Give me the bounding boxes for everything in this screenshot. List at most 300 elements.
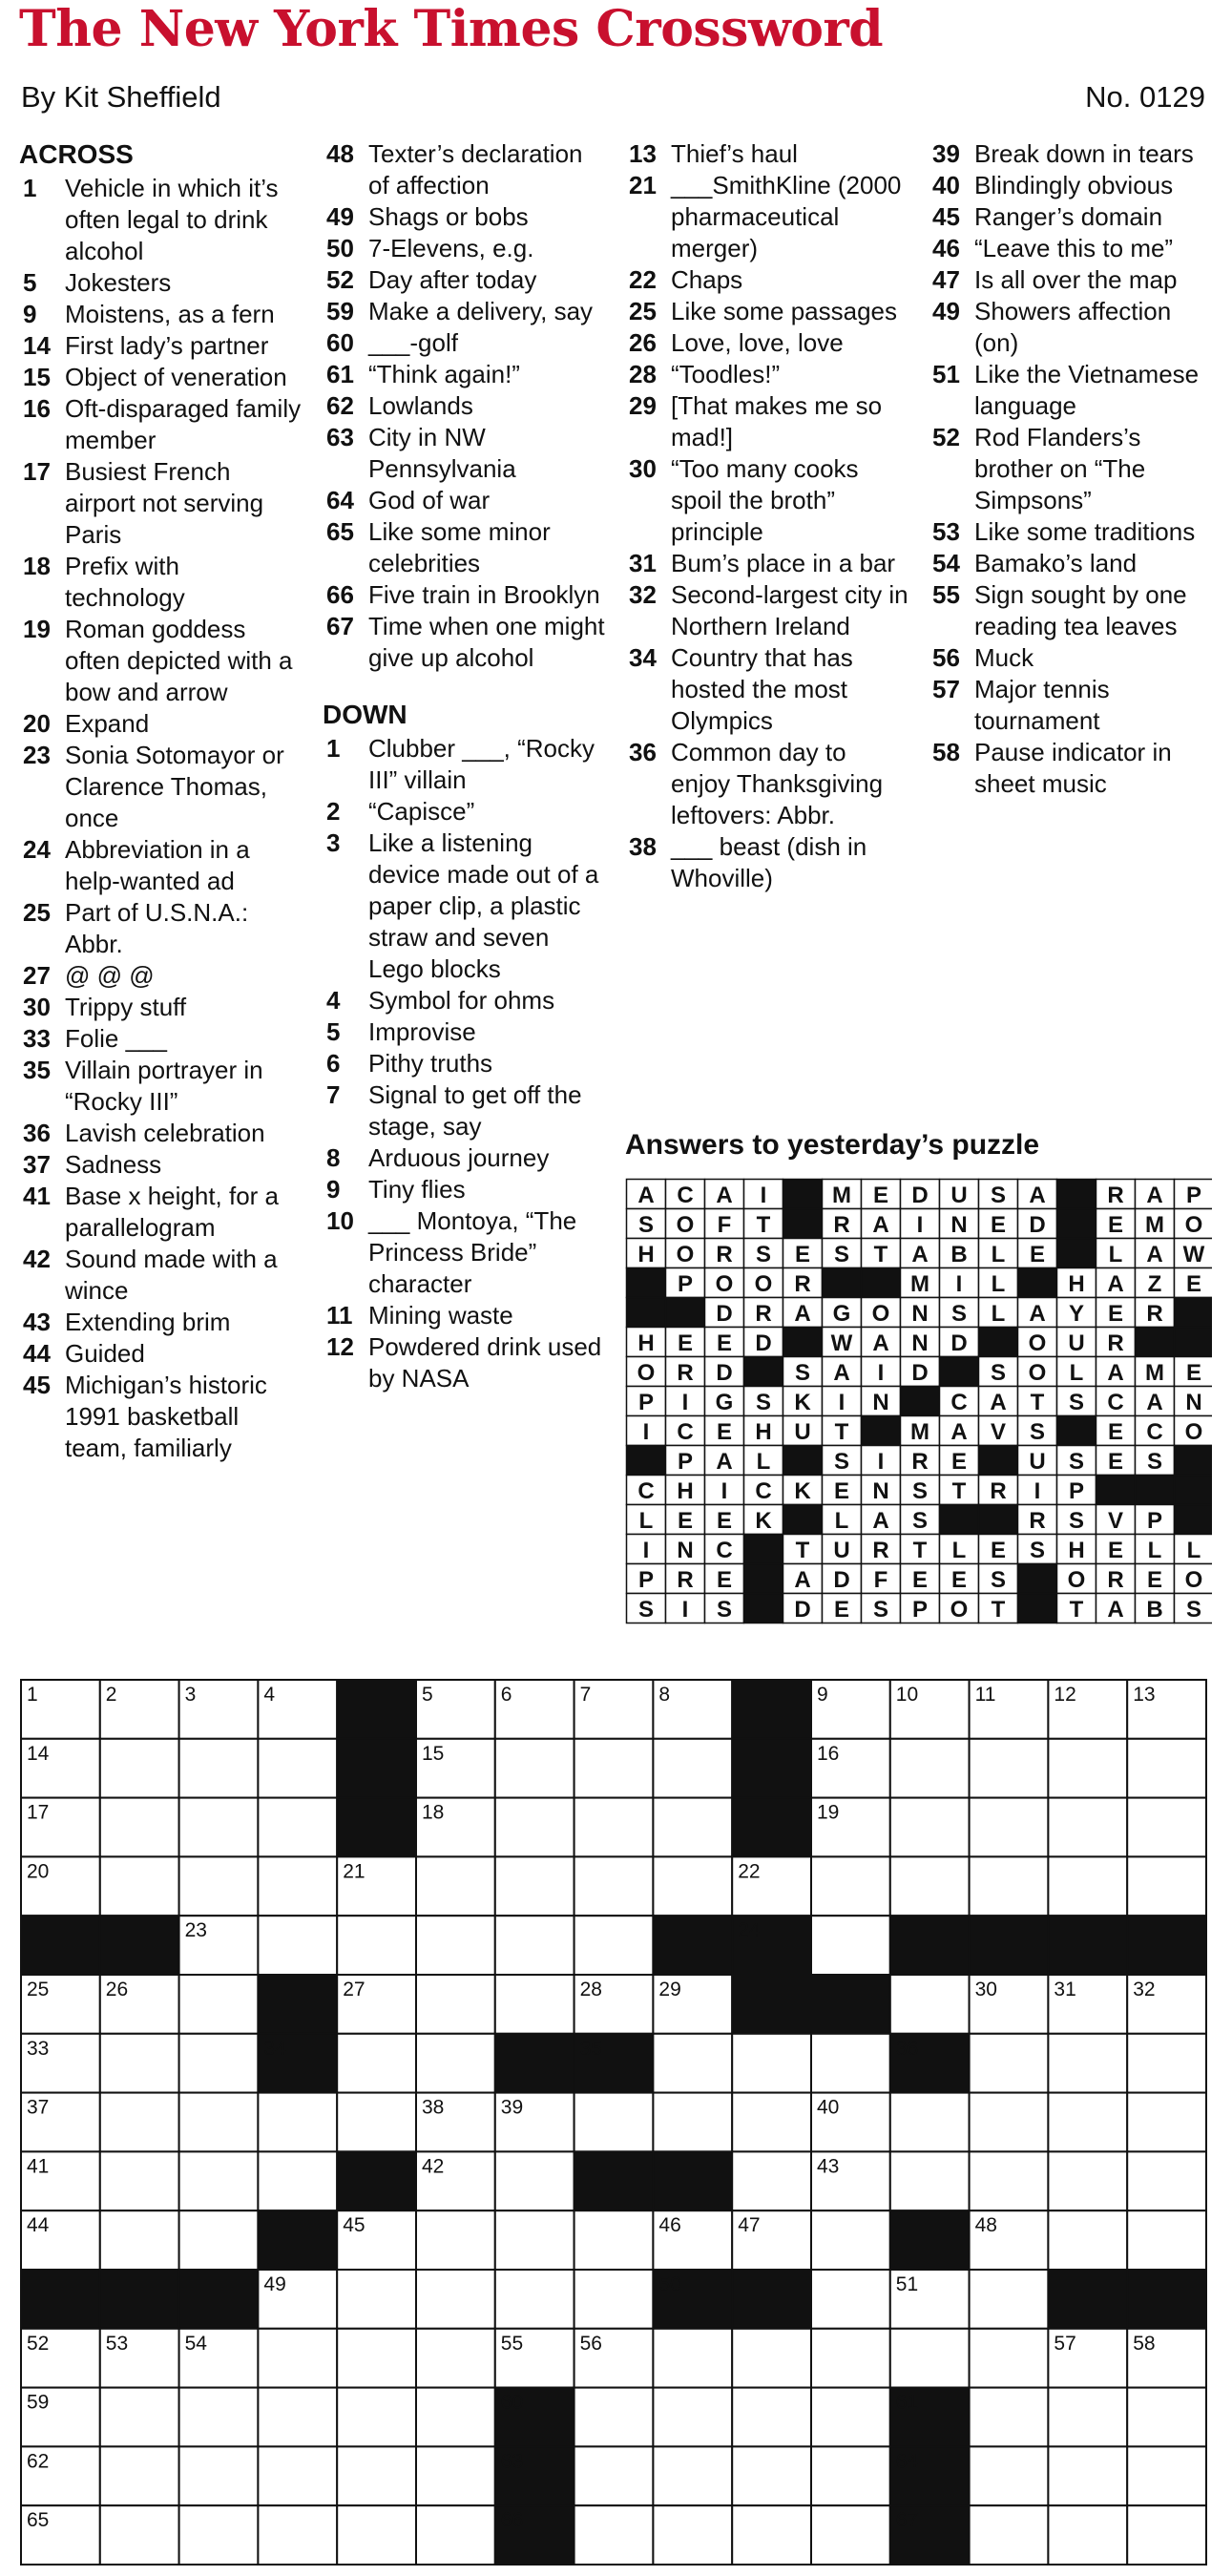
grid-cell: [890, 2151, 970, 2210]
clue-number: 65: [326, 517, 354, 546]
grid-cell: [574, 2270, 654, 2329]
clue-number: 18: [23, 552, 51, 580]
grid-cell: [179, 1856, 259, 1916]
black-square: [337, 1739, 416, 1798]
grid-cell: [732, 2329, 811, 2388]
cell-number: 16: [817, 1742, 840, 1765]
clue-text: Time when one might give up alcohol: [368, 612, 605, 672]
grid-cell: [100, 1856, 179, 1916]
cell-number: 42: [422, 2155, 445, 2178]
clue-number: 46: [932, 234, 960, 262]
answer-letter: T: [991, 1597, 1006, 1623]
grid-cell: [100, 2151, 179, 2210]
clue-item: [929, 642, 1215, 674]
cell-number: 39: [500, 2096, 524, 2119]
clue-text: Country that has hosted the most Olympics: [671, 643, 853, 735]
clue-item: [929, 548, 1215, 579]
grid-cell: [1048, 2151, 1127, 2210]
clue-number: 33: [23, 1024, 51, 1053]
cell-number: 44: [27, 2214, 50, 2237]
clue-text: Expand: [65, 709, 150, 738]
cell-number: 11: [974, 1684, 996, 1706]
answer-letter: E: [1107, 1212, 1124, 1238]
answer-letter: S: [990, 1360, 1007, 1386]
clue-text: Tiny flies: [368, 1175, 466, 1204]
answer-letter: C: [950, 1390, 968, 1415]
clue-number: 61: [326, 360, 354, 388]
black-square: [258, 2210, 337, 2270]
cell-number: 24: [738, 1919, 761, 1942]
clue-number: 30: [629, 454, 657, 483]
grid-cell: [495, 1975, 574, 2034]
clue-text: Bamako’s land: [974, 549, 1138, 577]
clue-item: [929, 674, 1215, 737]
answer-letter: H: [1068, 1271, 1085, 1297]
grid-cell: [179, 1798, 259, 1857]
cell-number: 20: [27, 1860, 50, 1883]
answer-letter: A: [1107, 1360, 1124, 1386]
answer-letter: E: [833, 1597, 850, 1623]
answer-letter: S: [911, 1478, 929, 1504]
clue-text: Is all over the map: [974, 265, 1178, 294]
grid-cell: [1127, 2505, 1206, 2565]
answers-title: Answers to yesterday’s puzzle: [625, 1129, 1040, 1161]
answer-black-square: [744, 1564, 783, 1594]
clue-item: [625, 327, 911, 359]
answer-letter: I: [955, 1271, 963, 1297]
answer-black-square: [1136, 1476, 1175, 1505]
clue-text: Make a delivery, say: [368, 297, 594, 325]
clue-text: Like some passages: [671, 297, 898, 325]
clue-text: Muck: [974, 643, 1034, 672]
clue-text: ___-golf: [368, 328, 458, 357]
clue-number: 40: [932, 171, 960, 199]
answer-letter: S: [637, 1597, 655, 1623]
clue-text: “Toodles!”: [671, 360, 781, 388]
cell-number: 7: [579, 1684, 592, 1706]
answer-letter: N: [677, 1538, 694, 1563]
clue-number: 39: [932, 139, 960, 168]
clue-number: 22: [629, 265, 657, 294]
answer-letter: Z: [1147, 1271, 1162, 1297]
answer-black-square: [1057, 1239, 1096, 1268]
clue-item: [19, 267, 305, 299]
answer-letter: M: [832, 1183, 851, 1208]
answer-letter: D: [833, 1567, 850, 1593]
grid-cell: [970, 2270, 1049, 2329]
cell-number: 43: [817, 2155, 840, 2178]
answer-letter: E: [1107, 1538, 1124, 1563]
clue-item: [625, 831, 911, 894]
answer-letter: D: [755, 1330, 772, 1356]
down-clues-list: [323, 733, 609, 1394]
answer-letter: K: [794, 1390, 811, 1415]
grid-cell: [1127, 2446, 1206, 2505]
cell-number: 48: [974, 2214, 997, 2237]
clue-number: 29: [629, 391, 657, 420]
answer-letter: S: [911, 1508, 929, 1534]
answer-letter: E: [1107, 1419, 1124, 1445]
clue-number: 48: [326, 139, 354, 168]
cell-number: 64: [895, 2450, 919, 2473]
clue-text: Part of U.S.N.A.: Abbr.: [65, 898, 249, 958]
grid-cell: [811, 2505, 890, 2565]
clue-number: 3: [326, 828, 341, 857]
clue-text: Roman goddess often depicted with a bow and arrow: [65, 615, 293, 706]
clue-text: City in NW Pennsylvania: [368, 423, 516, 483]
answer-black-square: [1018, 1564, 1057, 1594]
answer-letter: H: [677, 1478, 694, 1504]
grid-cell: [811, 2270, 890, 2329]
cell-number: 2: [105, 1684, 117, 1706]
clue-item: [19, 173, 305, 267]
answer-letter: U: [950, 1183, 968, 1208]
answer-letter: C: [1107, 1390, 1124, 1415]
answer-letter: V: [990, 1419, 1007, 1445]
cell-number: 17: [27, 1801, 50, 1824]
clue-text: Improvise: [368, 1017, 476, 1046]
grid-cell: [1048, 1739, 1127, 1798]
grid-cell: [179, 2388, 259, 2447]
answer-letter: M: [1145, 1360, 1164, 1386]
answer-letter: I: [642, 1419, 650, 1445]
answer-black-square: [783, 1328, 823, 1357]
clue-item: [929, 201, 1215, 233]
answer-letter: C: [755, 1478, 772, 1504]
answer-black-square: [744, 1357, 783, 1387]
answer-letter: R: [794, 1271, 811, 1297]
answer-letter: T: [1069, 1597, 1084, 1623]
answer-letter: E: [1146, 1567, 1163, 1593]
grid-cell: [495, 2270, 574, 2329]
black-square: [890, 2210, 970, 2270]
black-square: [970, 1916, 1049, 1975]
answer-letter: W: [1182, 1242, 1205, 1267]
answer-letter: A: [716, 1183, 733, 1208]
answer-black-square: [1096, 1476, 1136, 1505]
clue-text: Like a listening device made out of a paper clip, a plastic straw and seven Lego blocks: [368, 828, 599, 983]
answer-letter: B: [1146, 1597, 1163, 1623]
clue-item: [323, 1079, 609, 1142]
answer-letter: S: [1029, 1419, 1046, 1445]
clue-item: [19, 897, 305, 960]
answer-letter: A: [794, 1301, 811, 1327]
clue-item: [19, 362, 305, 393]
clue-text: Arduous journey: [368, 1143, 550, 1172]
grid-cell: [179, 1975, 259, 2034]
answer-letter: A: [637, 1183, 655, 1208]
clue-number: 57: [932, 675, 960, 703]
clue-text: Trippy stuff: [65, 993, 187, 1021]
grid-cell: [574, 2210, 654, 2270]
answer-black-square: [783, 1209, 823, 1239]
black-square: [1048, 1916, 1127, 1975]
answer-letter: E: [716, 1508, 733, 1534]
clue-number: 35: [23, 1056, 51, 1084]
answer-letter: L: [991, 1242, 1006, 1267]
cell-number: 47: [738, 2214, 761, 2237]
grid-cell: [337, 2270, 416, 2329]
grid-cell: [495, 1856, 574, 1916]
cell-number: 22: [738, 1860, 761, 1883]
black-square: [574, 2151, 654, 2210]
grid-cell: [179, 2210, 259, 2270]
black-square: [337, 1798, 416, 1857]
clue-number: 38: [629, 832, 657, 861]
clue-text: ___SmithKline (2000 pharmaceutical merger): [671, 171, 902, 262]
grid-cell: [337, 2093, 416, 2152]
answer-letter: F: [873, 1567, 888, 1593]
grid-cell: [258, 1856, 337, 1916]
clue-item: [929, 296, 1215, 359]
clue-item: [323, 327, 609, 359]
clue-text: Ranger’s domain: [974, 202, 1163, 231]
grid-cell: [416, 2388, 495, 2447]
clue-text: God of war: [368, 486, 491, 514]
grid-cell: [416, 2446, 495, 2505]
answer-letter: P: [677, 1449, 694, 1475]
cell-number: 26: [105, 1979, 129, 2000]
clue-item: [625, 359, 911, 390]
answer-letter: O: [871, 1301, 890, 1327]
clue-item: [323, 1174, 609, 1205]
clue-number: 56: [932, 643, 960, 672]
clue-text: Like the Vietnamese language: [974, 360, 1200, 420]
answer-letter: P: [637, 1567, 655, 1593]
clue-text: Chaps: [671, 265, 743, 294]
answer-letter: N: [872, 1390, 889, 1415]
clue-number: 24: [23, 835, 51, 864]
answer-black-square: [744, 1535, 783, 1564]
answer-letter: E: [990, 1538, 1007, 1563]
clue-text: Break down in tears: [974, 139, 1194, 168]
grid-cell: [258, 1916, 337, 1975]
answer-letter: R: [1107, 1330, 1124, 1356]
answer-letter: P: [677, 1271, 694, 1297]
answer-letter: O: [950, 1597, 969, 1623]
clue-item: [929, 737, 1215, 800]
clue-number: 30: [23, 993, 51, 1021]
cell-number: 10: [895, 1684, 919, 1706]
clue-text: Pause indicator in sheet music: [974, 738, 1172, 798]
answer-letter: R: [755, 1301, 772, 1327]
clue-text: “Leave this to me”: [974, 234, 1174, 262]
answer-letter: T: [1030, 1390, 1045, 1415]
clue-text: Sonia Sotomayor or Clarence Thomas, once: [65, 741, 284, 832]
answer-letter: A: [1146, 1390, 1163, 1415]
clue-item: [323, 1142, 609, 1174]
answer-letter: E: [833, 1478, 850, 1504]
answer-letter: U: [1029, 1449, 1046, 1475]
cell-number: 28: [579, 1979, 602, 2000]
grid-cell: [258, 2093, 337, 2152]
answer-black-square: [862, 1416, 901, 1446]
black-square: [1127, 2270, 1206, 2329]
grid-cell: [653, 2093, 732, 2152]
clue-number: 16: [23, 394, 51, 423]
answer-letter: O: [676, 1242, 695, 1267]
clue-number: 45: [23, 1371, 51, 1399]
clue-number: 52: [932, 423, 960, 451]
grid-cell: [574, 1856, 654, 1916]
black-square: [100, 2270, 179, 2329]
clue-text: Prefix with technology: [65, 552, 185, 612]
clue-item: [19, 1370, 305, 1464]
grid-cell: [653, 2446, 732, 2505]
clue-text: Thief’s haul: [671, 139, 798, 168]
cell-number: 38: [422, 2096, 445, 2119]
answer-letter: D: [911, 1360, 929, 1386]
clue-item: [19, 834, 305, 897]
black-square: [258, 1975, 337, 2034]
clue-number: 2: [326, 797, 341, 826]
clue-item: [323, 827, 609, 985]
cell-number: 27: [343, 1979, 365, 2000]
grid-cell: [1048, 1856, 1127, 1916]
answer-letter: S: [637, 1212, 655, 1238]
clue-item: [929, 138, 1215, 170]
clue-number: 5: [326, 1017, 341, 1046]
clue-item: [323, 422, 609, 485]
clue-text: Michigan’s historic 1991 basketball team, familiarly: [65, 1371, 267, 1462]
clue-number: 37: [23, 1150, 51, 1179]
clue-item: [625, 642, 911, 737]
grid-cell: [337, 2329, 416, 2388]
clue-number: 67: [326, 612, 354, 640]
clue-item: [323, 733, 609, 796]
clue-item: [19, 393, 305, 456]
cell-number: 67: [895, 2509, 919, 2532]
answer-letter: I: [720, 1478, 728, 1504]
clue-number: 9: [326, 1175, 341, 1204]
grid-cell: [1127, 2034, 1206, 2093]
grid-cell: [495, 1916, 574, 1975]
grid-cell: [100, 1798, 179, 1857]
answer-letter: R: [677, 1360, 694, 1386]
clue-number: 26: [629, 328, 657, 357]
cell-number: 12: [1054, 1684, 1076, 1706]
cell-number: 25: [27, 1979, 50, 2000]
answer-black-square: [783, 1180, 823, 1209]
clue-column-2: [323, 138, 609, 1394]
clue-number: 28: [629, 360, 657, 388]
clue-number: 5: [23, 268, 37, 297]
clue-text: Five train in Brooklyn: [368, 580, 600, 609]
clue-item: [19, 1149, 305, 1181]
clue-text: Shags or bobs: [368, 202, 529, 231]
clue-number: 36: [23, 1119, 51, 1147]
clue-item: [625, 579, 911, 642]
answer-letter: E: [950, 1449, 968, 1475]
answer-letter: A: [1146, 1242, 1163, 1267]
clue-item: [19, 1055, 305, 1118]
answer-letter: E: [1029, 1242, 1046, 1267]
clue-item: [19, 1023, 305, 1055]
grid-cell: [574, 2093, 654, 2152]
answer-letter: L: [834, 1508, 849, 1534]
clue-number: 55: [932, 580, 960, 609]
cell-number: 59: [27, 2391, 50, 2414]
grid-cell: [100, 2505, 179, 2565]
answer-letter: P: [911, 1597, 929, 1623]
answer-letter: H: [1068, 1538, 1085, 1563]
answer-letter: L: [1147, 1538, 1162, 1563]
answer-letter: O: [1184, 1567, 1203, 1593]
clue-text: ___ Montoya, “The Princess Bride” character: [368, 1206, 577, 1298]
clue-item: [323, 1016, 609, 1048]
clue-text: Lavish celebration: [65, 1119, 265, 1147]
answer-black-square: [1175, 1328, 1213, 1357]
clue-item: [19, 614, 305, 708]
clue-number: 52: [326, 265, 354, 294]
answer-letter: N: [872, 1478, 889, 1504]
answer-letter: D: [950, 1330, 968, 1356]
answer-letter: S: [990, 1183, 1007, 1208]
across-clues-list-continued: [323, 138, 609, 674]
clue-item: [19, 1118, 305, 1149]
cell-number: 32: [1133, 1979, 1156, 2000]
answer-letter: N: [1185, 1390, 1202, 1415]
clue-number: 50: [326, 234, 354, 262]
answer-letter: C: [716, 1538, 733, 1563]
clue-number: 44: [23, 1339, 51, 1368]
black-square: [732, 1739, 811, 1798]
answer-letter: E: [1185, 1271, 1202, 1297]
answer-letter: T: [951, 1478, 967, 1504]
grid-cell: [258, 2505, 337, 2565]
grid-cell: [258, 1798, 337, 1857]
answer-letter: S: [833, 1242, 850, 1267]
answer-letter: A: [872, 1330, 889, 1356]
grid-cell: [653, 1739, 732, 1798]
across-clues-list: [19, 173, 305, 1464]
clue-item: [929, 579, 1215, 642]
clue-number: 43: [23, 1308, 51, 1336]
byline: By Kit Sheffield: [21, 80, 221, 114]
clue-text: Common day to enjoy Thanksgiving leftovers: Abbr.: [671, 738, 884, 829]
cell-number: 51: [895, 2273, 919, 2295]
answer-letter: S: [1068, 1508, 1085, 1534]
black-square: [495, 2034, 574, 2093]
answer-black-square: [940, 1505, 979, 1535]
grid-cell: [258, 1739, 337, 1798]
grid-cell: [1048, 2034, 1127, 2093]
cell-number: 49: [263, 2273, 286, 2295]
black-square: [1048, 2270, 1127, 2329]
answer-letter: S: [833, 1449, 850, 1475]
grid-cell: [811, 1916, 890, 1975]
clue-number: 31: [629, 549, 657, 577]
grid-cell: [653, 2505, 732, 2565]
clue-item: [323, 201, 609, 233]
clue-number: 42: [23, 1245, 51, 1273]
grid-cell: [100, 1739, 179, 1798]
black-square: [337, 1680, 416, 1739]
answer-letter: A: [872, 1508, 889, 1534]
answer-letter: E: [677, 1330, 694, 1356]
grid-cell: [100, 2210, 179, 2270]
clue-item: [323, 296, 609, 327]
clue-text: Clubber ___, “Rocky III” villain: [368, 734, 595, 794]
clue-text: Moistens, as a fern: [65, 300, 275, 328]
clue-column-3: [625, 138, 911, 894]
grid-cell: [337, 2034, 416, 2093]
clue-number: 11: [326, 1301, 353, 1330]
answer-black-square: [783, 1505, 823, 1535]
cell-number: 45: [343, 2214, 365, 2237]
grid-cell: [732, 2151, 811, 2210]
answer-letter: T: [912, 1538, 928, 1563]
